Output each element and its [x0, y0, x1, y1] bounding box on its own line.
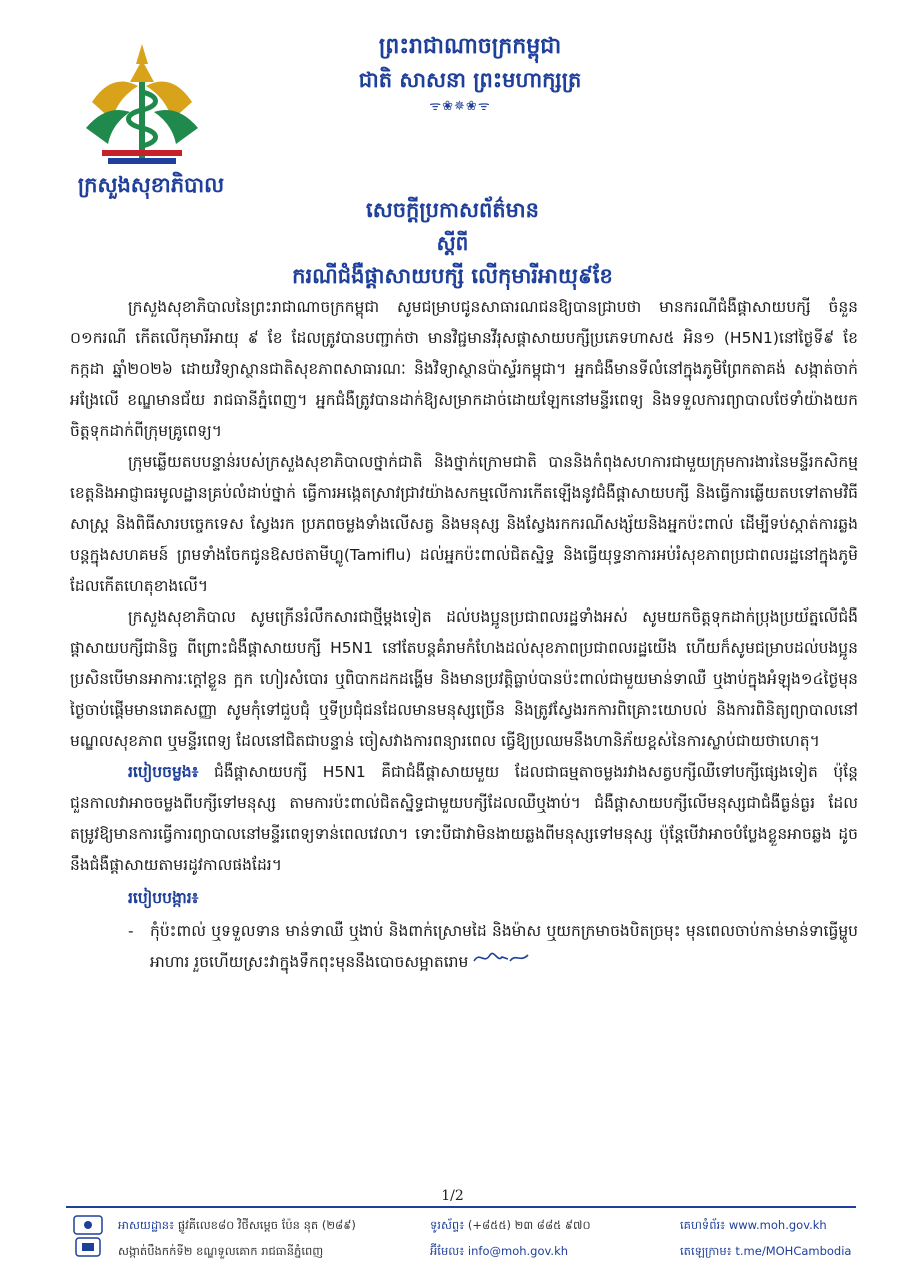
title-line-1: សេចក្តីប្រកាសព័ត៌មាន	[366, 198, 539, 222]
email-link[interactable]: info@moh.gov.kh	[467, 1244, 569, 1258]
telegram-label: តេឡេក្រាម៖	[680, 1244, 732, 1258]
phone-label: ទូរស័ព្ទ៖	[430, 1218, 465, 1232]
title-line-3: ករណីជំងឺផ្តាសាយបក្សី លើកុមារីអាយុ៩ខែ	[292, 264, 613, 288]
transmission-label: របៀបចម្លង៖	[128, 763, 199, 781]
prevention-item-body: កុំប៉ះពាល់ ឬទទួលទាន មាន់ទាឈឺ ឬងាប់ និងពាក់ស្រោមដៃ និងម៉ាស ឬយកក្រមាចងបិតច្រមុះ មុនពេលចាប់កាន់មាន់ទាធ្វើម្ហូបអាហារ រួចហើយស្រះវាក្នុងទឹកពុះមុននឹងបោចសម្អាតរោម	[150, 922, 858, 971]
prevention-heading: របៀបបង្ការ៖	[128, 889, 199, 907]
ministry-emblem-icon	[72, 42, 212, 172]
announcement-body	[70, 292, 858, 978]
address-label: អាសយដ្ឋាន៖	[118, 1218, 175, 1232]
website-link[interactable]: www.moh.gov.kh	[728, 1218, 827, 1232]
page-number: 1/2	[441, 1188, 464, 1204]
initials-signature-icon	[472, 947, 530, 978]
email-label: អ៊ីមែល៖	[430, 1244, 465, 1258]
footer-telegram	[680, 1238, 851, 1264]
paragraph-1: ក្រសួងសុខាភិបាលនៃព្រះរាជាណាចក្រកម្ពុជា សូមជម្រាបជូនសាធារណជនឱ្យបានជ្រាបថា មានករណីជំងឺផ្តាសាយបក្សី ចំនួន ០១ករណី កើតលើកុមារីអាយុ ៩ ខែ ដែលត្រូវបានបញ្ជាក់ថា មានវិជ្ជមានវីរុសផ្តាសាយបក្សីប្រភេទហាស៥ អិន១ (H5N1)នៅថ្ងៃទី៩ ខែកក្កដា ឆ្នាំ២០២៦ ដោយវិទ្យាស្ថានជាតិសុខភាពសាធារណៈ និងវិទ្យាស្ថានប៉ាស្ទ័រកម្ពុជា។ អ្នកជំងឺមានទីលំនៅក្នុងភូមិព្រែកតាគង់ សង្កាត់ចាក់អង្រែលើ ខណ្ឌមានជ័យ រាជធានីភ្នំពេញ។ អ្នកជំងឺត្រូវបានដាក់ឱ្យសម្រាកដាច់ដោយឡែកនៅមន្ទីរពេទ្យ និងទទួលការព្យាបាលថែទាំយ៉ាងយកចិត្តទុកដាក់ពីក្រុមគ្រូពេទ្យ។	[70, 298, 858, 440]
ministry-name: ក្រសួងសុខាភិបាល	[77, 173, 225, 197]
address-line-1: ផ្លូវគីលេខ៨០ វិថីសម្តេច ប៉ែន នុត (២៨៩)	[177, 1218, 356, 1232]
transmission-text: ជំងឺផ្តាសាយបក្សី H5N1 គឺជាជំងឺផ្តាសាយមួយ ដែលជាធម្មតាចម្លងរវាងសត្វបក្សីឈឺទៅបក្សីផ្សេងទៀត ប៉ុន្តែជួនកាលវាអាចចម្លងពីបក្សីទៅមនុស្ស តាមការប៉ះពាល់ជិតស្និទ្ធជាមួយបក្សីដែលឈឺឬងាប់។ ជំងឺផ្តាសាយបក្សីលើមនុស្សជាជំងឺធ្ងន់ធ្ងរ ដែលតម្រូវឱ្យមានការធ្វើការព្យាបាលនៅមន្ទីរពេទ្យទាន់ពេលវេលា។ ទោះបីជាវាមិនងាយឆ្លងពីមនុស្សទៅមនុស្ស ប៉ុន្តែបើវាអាចបំប្លែងខ្លួនអាចឆ្លង ដូចនឹងជំងឺផ្តាសាយតាមរដូវកាលផងដែរ។	[70, 763, 858, 874]
footer-divider	[66, 1206, 856, 1208]
footer-address-1	[118, 1212, 356, 1238]
website-label: គេហទំព័រ៖	[680, 1218, 726, 1232]
footer-address-2	[118, 1238, 323, 1264]
footer-logo	[72, 1214, 104, 1258]
paragraph-3: ក្រសួងសុខាភិបាល សូមក្រើនរំលឹកសារជាថ្មីម្តងទៀត ដល់បងប្អូនប្រជាពលរដ្ឋទាំងអស់ សូមយកចិត្តទុកដាក់ប្រុងប្រយ័ត្នលើជំងឺផ្តាសាយបក្សីជានិច្ច ពីព្រោះជំងឺផ្តាសាយបក្សី H5N1 នៅតែបន្តគំរាមកំហែងដល់សុខភាពប្រជាពលរដ្ឋយើង ហើយក៏សូមជម្រាបដល់បងប្អូន ប្រសិនបើមានអាការៈក្តៅខ្លួន ក្អក ហៀរសំបោរ ឬពិបាកដកដង្ហើម និងមានប្រវត្តិធ្លាប់បានប៉ះពាល់ជាមួយមាន់ទាឈឺ ឬងាប់ក្នុងអំឡុង១៤ថ្ងៃមុនថ្ងៃចាប់ផ្តើមមានរោគសញ្ញា សូមកុំទៅជួបជុំ ឬទីប្រជុំជនដែលមានមនុស្សច្រើន និងត្រូវស្វែងរកការពិគ្រោះយោបល់ និងការពិនិត្យព្យាបាលនៅមណ្ឌលសុខភាព ឬមន្ទីរពេទ្យ ដែលនៅជិតជាបន្ទាន់ ចៀសវាងការពន្យារពេល ធ្វើឱ្យប្រឈមនឹងហានិភ័យខ្ពស់នៃការស្លាប់ជាយថាហេតុ។	[70, 608, 858, 750]
phone-number: (+៨៥៥) ២៣ ៨៨៥ ៩៧០	[467, 1218, 591, 1232]
ornament-divider: ᯤ❀✵❀ᯤ	[429, 99, 491, 114]
bullet-dash: -	[128, 922, 134, 940]
telegram-link[interactable]: t.me/MOHCambodia	[735, 1244, 852, 1258]
footer-emblem-icon	[72, 1214, 104, 1258]
footer-website	[680, 1212, 827, 1238]
prevention-item	[128, 916, 858, 978]
kingdom-name: ព្រះរាជាណាចក្រកម្ពុជា	[378, 34, 562, 59]
paragraph-transmission	[70, 757, 858, 881]
footer-email	[430, 1238, 568, 1264]
address-line-2: សង្កាត់បឹងកក់ទី២ ខណ្ឌទួលគោក រាជធានីភ្នំពេញ	[118, 1244, 324, 1258]
announcement-title	[120, 192, 785, 294]
title-line-2: ស្តីពី	[436, 231, 469, 255]
prevention-item-text	[150, 916, 858, 978]
footer-phone	[430, 1212, 591, 1238]
paragraph-2: ក្រុមឆ្លើយតបបន្ទាន់របស់ក្រសួងសុខាភិបាលថ្នាក់ជាតិ និងថ្នាក់ក្រោមជាតិ បាននិងកំពុងសហការជាមួយក្រុមការងារនៃមន្ទីរកសិកម្មខេត្តនិងអាជ្ញាធរមូលដ្ឋានគ្រប់លំដាប់ថ្នាក់ ធ្វើការអង្កេតស្រាវជ្រាវយ៉ាងសកម្មលើការកើតឡើងនូវជំងឺផ្តាសាយបក្សី និងធ្វើការឆ្លើយតបទៅតាមវិធីសាស្ត្រ និងពិធីសារបច្ចេកទេស ស្វែងរក ប្រភពចម្លងទាំងលើសត្វ និងមនុស្ស និងស្វែងរកករណីសង្ស័យនិងអ្នកប៉ះពាល់ ដើម្បីទប់ស្កាត់ការឆ្លងបន្តក្នុងសហគមន៍ ព្រមទាំងចែកជូនឱសថតាមីហ្លូ(Tamiflu) ដល់អ្នកប៉ះពាល់ជិតស្និទ្ធ និងធ្វើយុទ្ធនាការអប់រំសុខភាពប្រជាពលរដ្ឋនៅក្នុងភូមិដែលកើតហេតុខាងលើ។	[70, 453, 858, 595]
national-motto: ជាតិ សាសនា ព្រះមហាក្សត្រ	[358, 68, 582, 92]
